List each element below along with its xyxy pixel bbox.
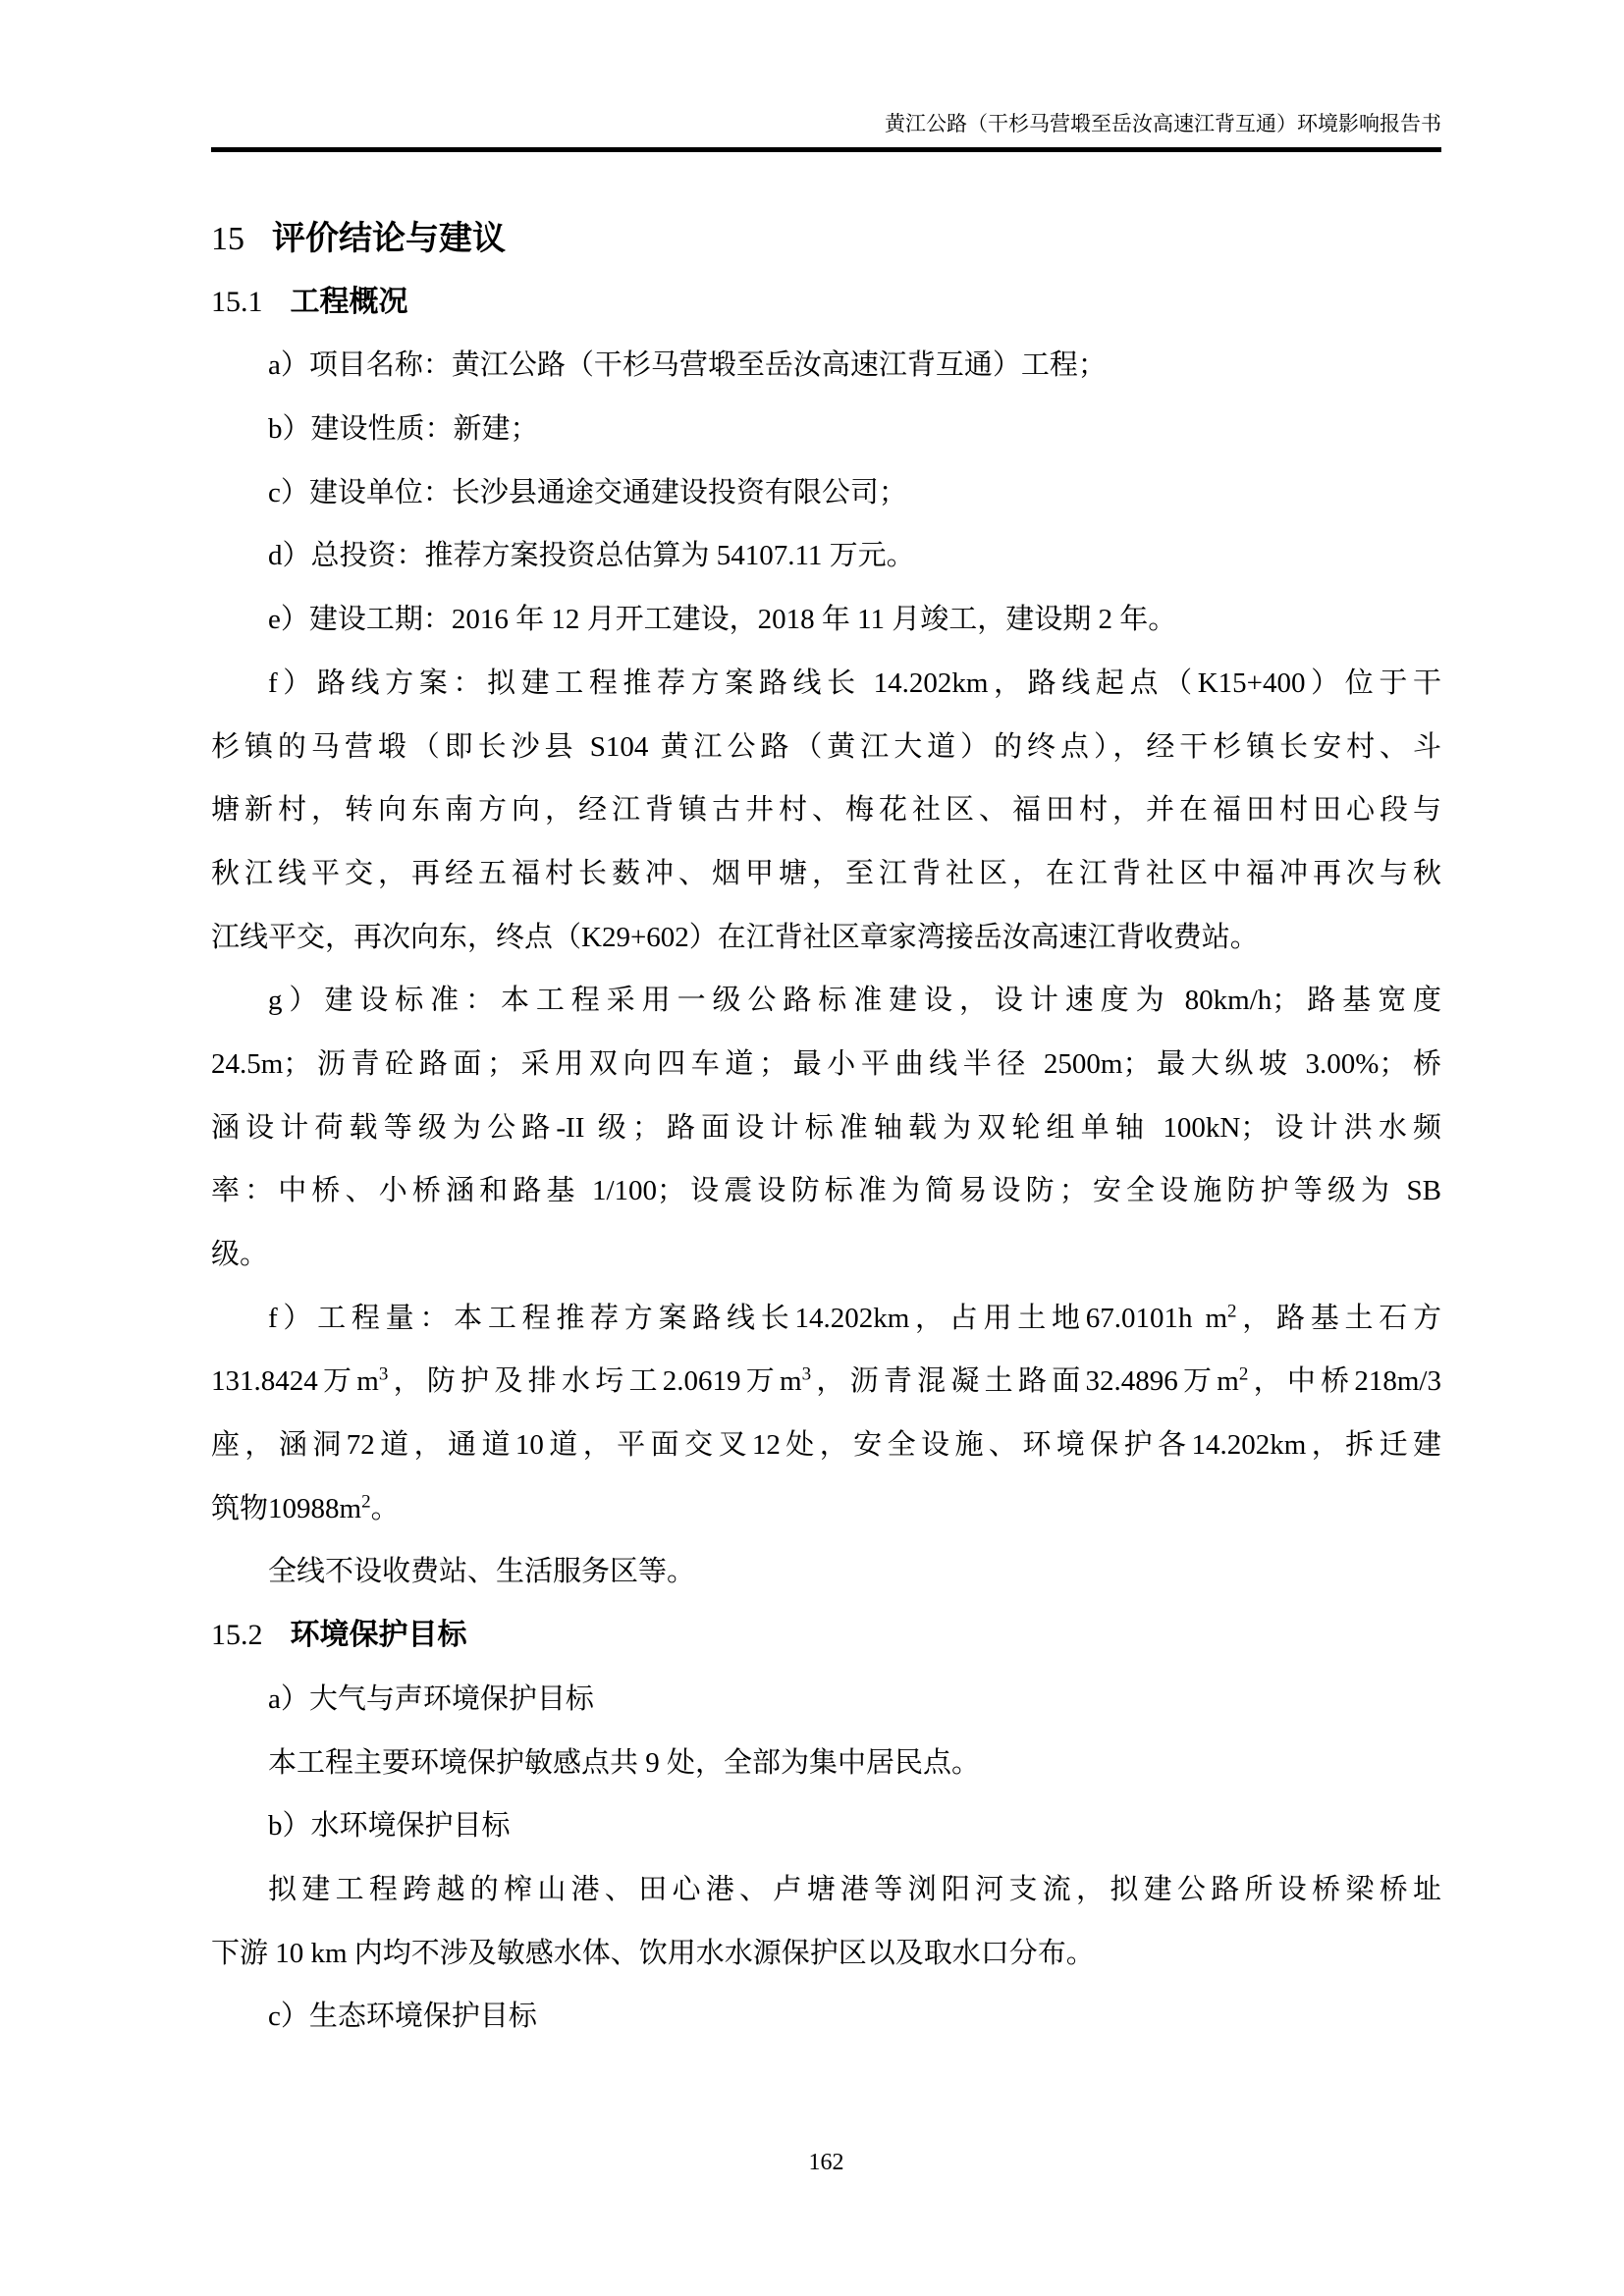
paragraph-line: c）建设单位：长沙县通途交通建设投资有限公司； [268, 476, 907, 508]
paragraph-line: 下游 10 km 内均不涉及敏感水体、饮用水水源保护区以及取水口分布。 [211, 1937, 1095, 1969]
paragraph-line: 杉镇的马营塅（即长沙县 S104 黄江公路（黄江大道）的终点），经干杉镇长安村、斗 [211, 730, 1441, 763]
paragraph-line: 江线平交，再次向东，终点（K29+602）在江背社区章家湾接岳汝高速江背收费站。 [211, 921, 1259, 953]
paragraph-line: 率：中桥、小桥涵和路基 1/100；设震设防标准为简易设防；安全设施防护等级为 SB [211, 1175, 1441, 1207]
paragraph-line: c）生态环境保护目标 [268, 2001, 537, 2033]
paragraph-line: 拟建工程跨越的榨山港、田心港、卢塘港等浏阳河支流，拟建公路所设桥梁桥址 [268, 1873, 1441, 1905]
header-rule [211, 147, 1441, 152]
running-header: 黄江公路（干杉马营塅至岳汝高速江背互通）环境影响报告书 [885, 112, 1441, 135]
paragraph-line: 级。 [211, 1239, 269, 1270]
section-number: 15.2 [211, 1619, 263, 1652]
paragraph-line: d）总投资：推荐方案投资总估算为 54107.11 万元。 [268, 540, 915, 572]
section-title: 评价结论与建议 [272, 220, 506, 257]
paragraph-line: 涵设计荷载等级为公路-II 级；路面设计标准轴载为双轮组单轴 100kN；设计洪水频 [211, 1111, 1441, 1144]
document-body [211, 207, 1441, 2049]
paragraph-line: e）建设工期：2016 年 12 月开工建设，2018 年 11 月竣工，建设期 2 年。 [268, 604, 1177, 636]
paragraph-line: 筑物$10988m^2$。 [211, 1491, 400, 1524]
section-heading-15-1 [211, 271, 1441, 335]
section-title: 环境保护目标 [290, 1619, 467, 1652]
section-heading-15 [211, 207, 1441, 271]
paragraph-line: b）水环境保护目标 [268, 1810, 511, 1842]
section-number: 15.1 [211, 285, 263, 318]
paragraph-line: g）建设标准：本工程采用一级公路标准建设，设计速度为 80km/h；路基宽度 [268, 985, 1441, 1017]
paragraph-line: f）路线方案：拟建工程推荐方案路线长 14.202km，路线起点（K15+400）位于干 [268, 667, 1441, 699]
paragraph-line: 本工程主要环境保护敏感点共 9 处，全部为集中居民点。 [268, 1746, 981, 1779]
paragraph-line: 秋江线平交，再经五福村长薮冲、烟甲塘，至江背社区，在江背社区中福冲再次与秋 [211, 857, 1441, 889]
paragraph-line: a）大气与声环境保护目标 [268, 1682, 594, 1715]
section-number: 15 [211, 221, 244, 257]
paragraph-line: 座，涵洞72道，通道10道，平面交叉12处，安全设施、环境保护各14.202km，拆迁建 [211, 1429, 1441, 1462]
paragraph-line: a）项目名称：黄江公路（干杉马营塅至岳汝高速江背互通）工程； [268, 349, 1107, 382]
page-number: 162 [808, 2150, 844, 2175]
paragraph-line: 24.5m；沥青砼路面；采用双向四车道；最小平曲线半径 2500m；最大纵坡 3.00%；桥 [211, 1047, 1441, 1080]
paragraph-line: 131.8424万$m^3$，防护及排水圬工2.0619万$m^3$，沥青混凝土路面32.4896万$m^2$，中桥218m/3 [211, 1363, 1441, 1398]
paragraph-line: f）工程量：本工程推荐方案路线长14.202km，占用土地67.0101h $m^2$，路基土石方 [268, 1301, 1441, 1334]
paragraph-line: 全线不设收费站、生活服务区等。 [268, 1556, 696, 1588]
paragraph-line: 塘新村，转向东南方向，经江背镇古井村、梅花社区、福田村，并在福田村田心段与 [211, 794, 1441, 827]
section-title: 工程概况 [290, 285, 408, 318]
paragraph-line: b）建设性质：新建； [268, 413, 539, 446]
section-heading-15-2 [211, 1604, 1441, 1668]
